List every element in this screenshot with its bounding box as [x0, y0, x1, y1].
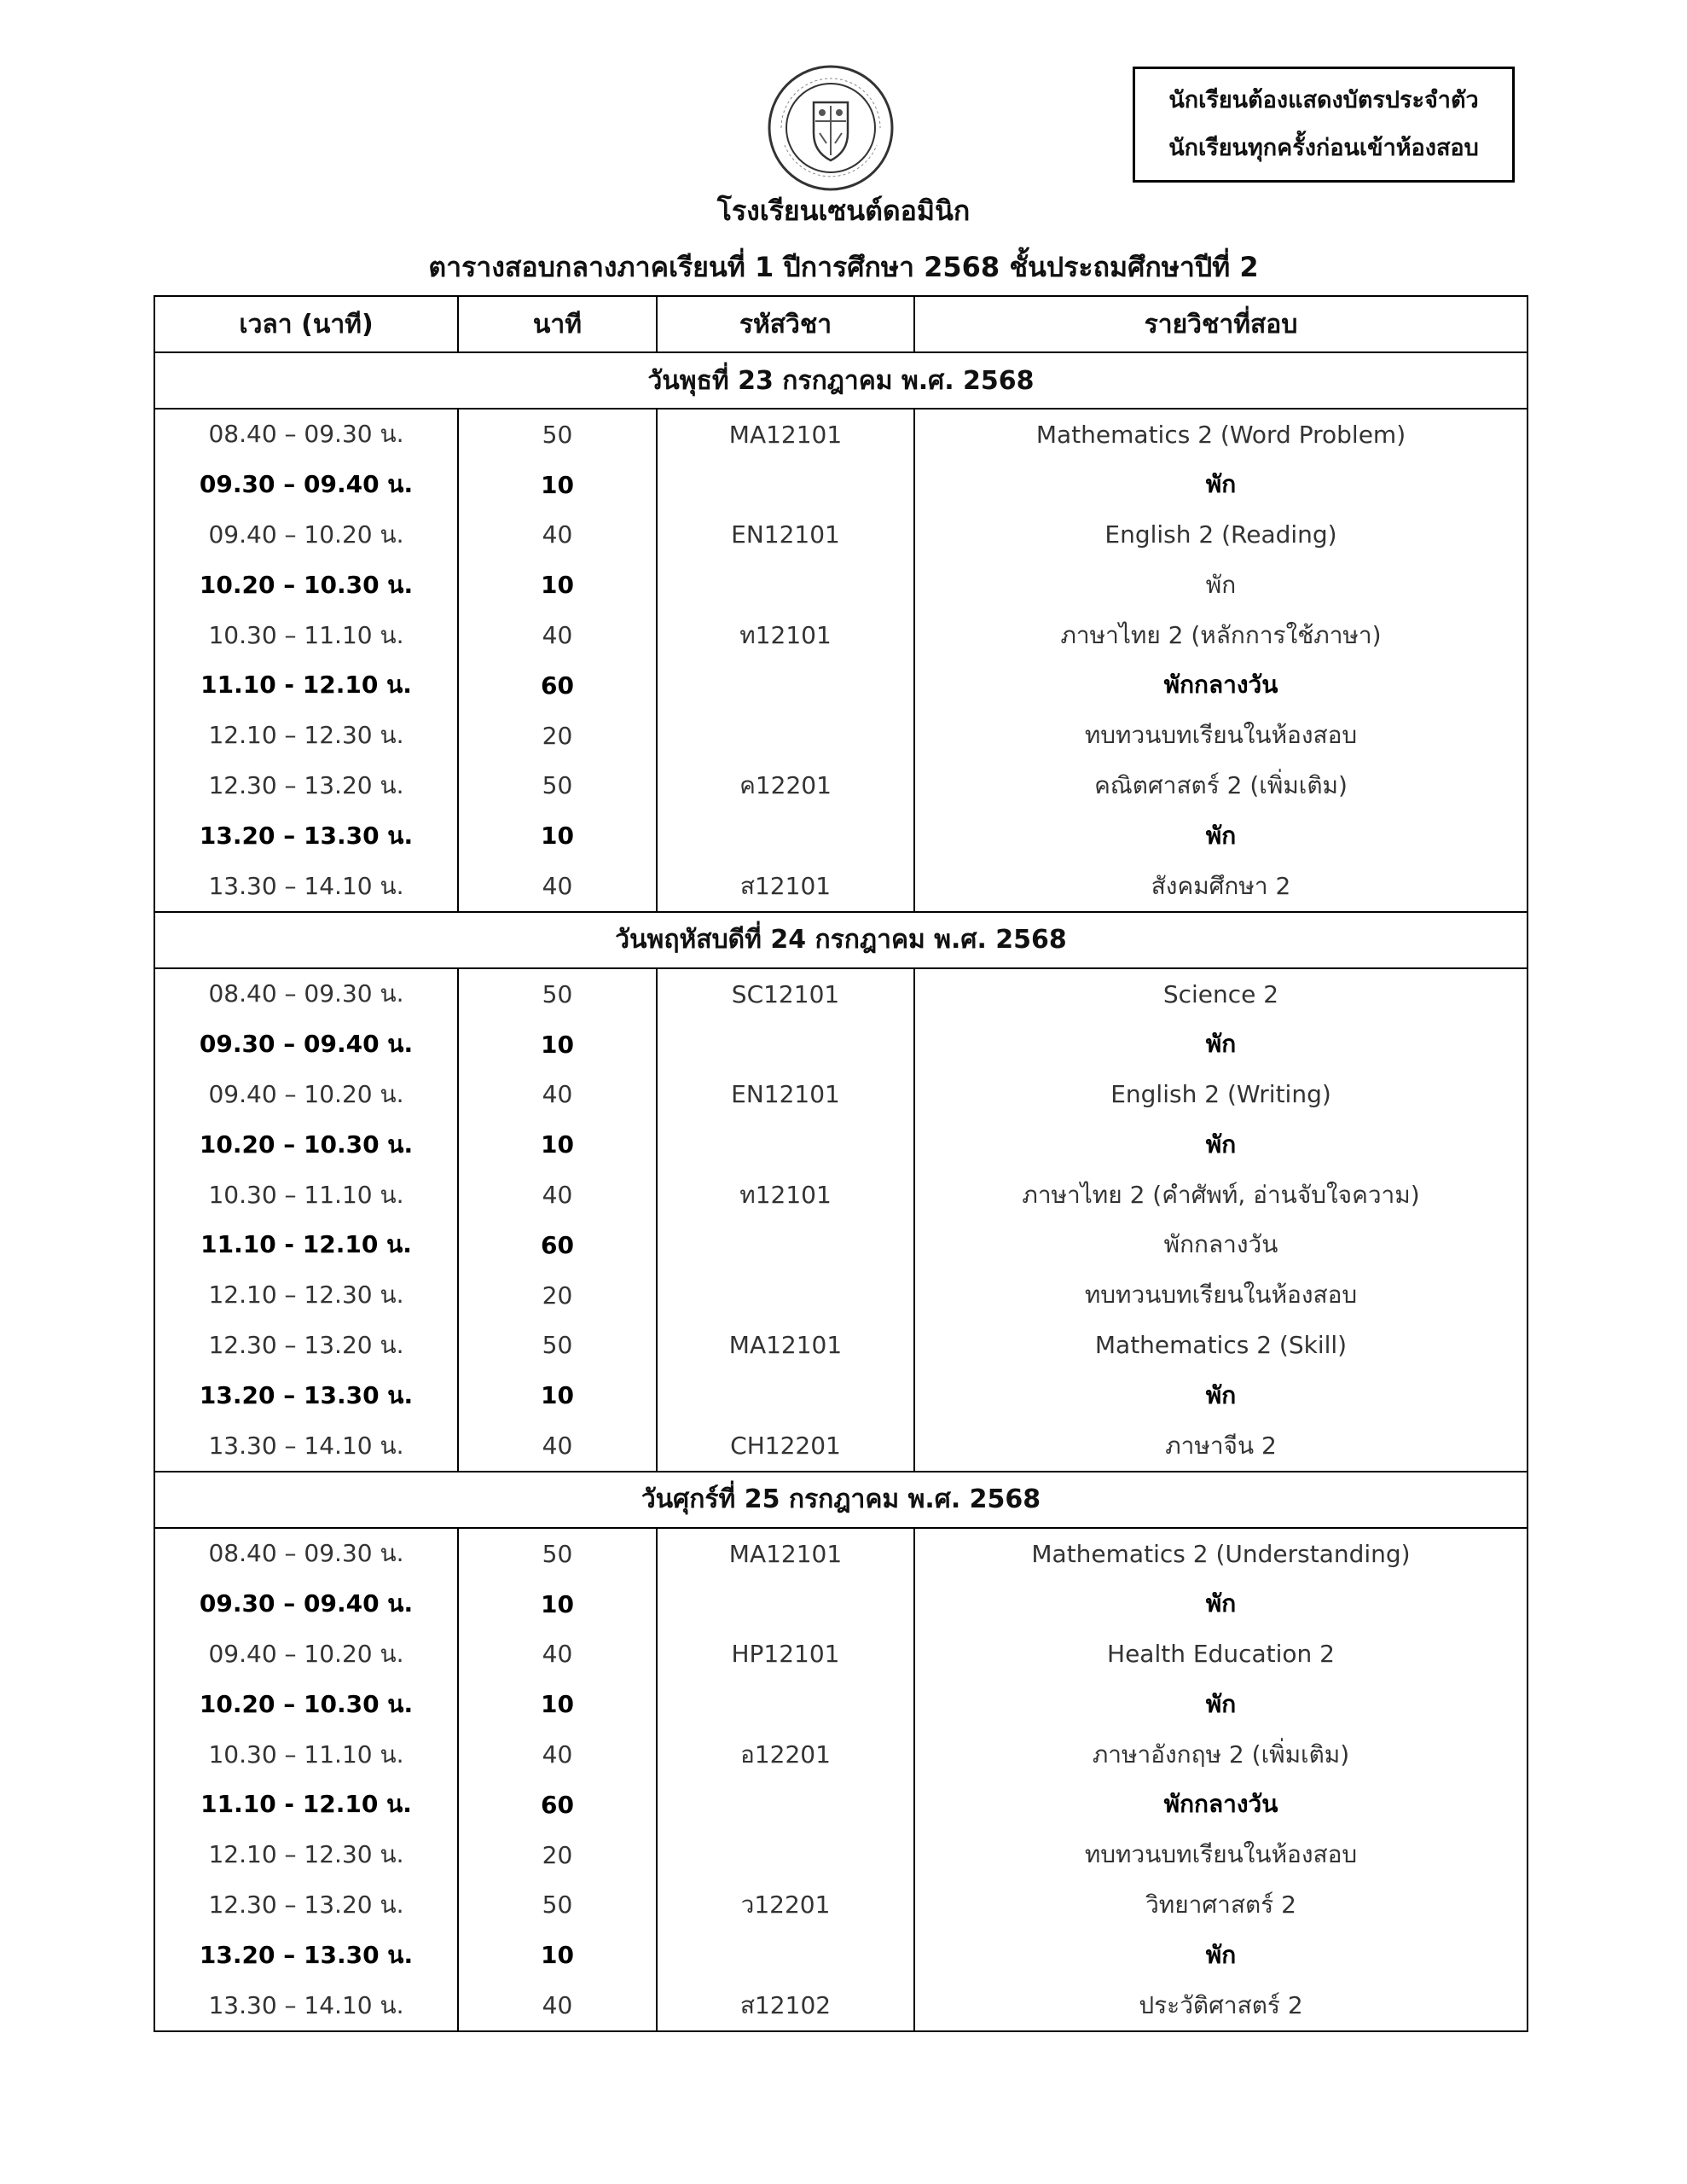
day-header-row	[154, 912, 1528, 968]
time-cell: 09.30 – 09.40 น.	[154, 1579, 458, 1629]
table-row	[154, 1170, 1528, 1220]
minutes-cell: 10	[458, 1119, 657, 1170]
subject-code-cell: ค12201	[657, 761, 914, 811]
subject-name-cell: สังคมศึกษา 2	[914, 861, 1528, 912]
subject-name-cell: ทบทวนบทเรียนในห้องสอบ	[914, 711, 1528, 761]
minutes-cell: 10	[458, 560, 657, 610]
minutes-cell: 20	[458, 1270, 657, 1321]
table-row	[154, 1119, 1528, 1170]
subject-name-cell: ทบทวนบทเรียนในห้องสอบ	[914, 1830, 1528, 1880]
subject-name-cell: พัก	[914, 1370, 1528, 1420]
day-label: วันพฤหัสบดีที่ 24 กรกฎาคม พ.ศ. 2568	[154, 912, 1528, 968]
column-header-minutes: นาที	[458, 296, 657, 352]
table-row	[154, 1220, 1528, 1270]
time-cell: 09.40 – 10.20 น.	[154, 1070, 458, 1120]
table-row	[154, 1070, 1528, 1120]
subject-code-cell	[657, 1220, 914, 1270]
time-cell: 08.40 – 09.30 น.	[154, 409, 458, 460]
table-row	[154, 1420, 1528, 1472]
minutes-cell: 50	[458, 1528, 657, 1579]
minutes-cell: 40	[458, 610, 657, 660]
subject-name-cell: พัก	[914, 1930, 1528, 1980]
minutes-cell: 10	[458, 1019, 657, 1070]
exam-schedule-table	[154, 295, 1528, 2032]
subject-name-cell: พัก	[914, 810, 1528, 861]
time-cell: 10.20 – 10.30 น.	[154, 560, 458, 610]
minutes-cell: 50	[458, 409, 657, 460]
subject-name-cell: Science 2	[914, 968, 1528, 1019]
minutes-cell: 40	[458, 1729, 657, 1780]
subject-name-cell: ภาษาไทย 2 (คำศัพท์, อ่านจับใจความ)	[914, 1170, 1528, 1220]
subject-code-cell: CH12201	[657, 1420, 914, 1472]
time-cell: 12.10 – 12.30 น.	[154, 1270, 458, 1321]
subject-name-cell: ประวัติศาสตร์ 2	[914, 1980, 1528, 2031]
table-row	[154, 1321, 1528, 1371]
subject-name-cell: พักกลางวัน	[914, 1780, 1528, 1830]
subject-code-cell: MA12101	[657, 409, 914, 460]
subject-name-cell: ภาษาไทย 2 (หลักการใช้ภาษา)	[914, 610, 1528, 660]
school-crest-icon	[766, 63, 896, 193]
table-row	[154, 1629, 1528, 1680]
subject-code-cell: SC12101	[657, 968, 914, 1019]
subject-name-cell: พัก	[914, 1579, 1528, 1629]
table-row	[154, 761, 1528, 811]
table-row	[154, 968, 1528, 1019]
minutes-cell: 50	[458, 968, 657, 1019]
minutes-cell: 10	[458, 1579, 657, 1629]
time-cell: 13.30 – 14.10 น.	[154, 861, 458, 912]
notice-line-1: นักเรียนต้องแสดงบัตรประจำตัว	[1168, 87, 1479, 113]
time-cell: 13.30 – 14.10 น.	[154, 1980, 458, 2031]
minutes-cell: 60	[458, 1780, 657, 1830]
subject-name-cell: พัก	[914, 560, 1528, 610]
time-cell: 13.20 – 13.30 น.	[154, 1930, 458, 1980]
subject-code-cell	[657, 1830, 914, 1880]
day-header-row	[154, 1472, 1528, 1528]
time-cell: 08.40 – 09.30 น.	[154, 968, 458, 1019]
minutes-cell: 40	[458, 861, 657, 912]
time-cell: 10.30 – 11.10 น.	[154, 1729, 458, 1780]
table-row	[154, 1579, 1528, 1629]
table-header-row	[154, 296, 1528, 352]
subject-code-cell: ส12101	[657, 861, 914, 912]
minutes-cell: 40	[458, 1170, 657, 1220]
subject-name-cell: วิทยาศาสตร์ 2	[914, 1880, 1528, 1931]
minutes-cell: 50	[458, 1321, 657, 1371]
subject-code-cell: MA12101	[657, 1321, 914, 1371]
table-row	[154, 861, 1528, 912]
subject-code-cell	[657, 660, 914, 711]
minutes-cell: 40	[458, 1629, 657, 1680]
time-cell: 10.20 – 10.30 น.	[154, 1119, 458, 1170]
subject-code-cell	[657, 1780, 914, 1830]
minutes-cell: 60	[458, 660, 657, 711]
minutes-cell: 20	[458, 711, 657, 761]
subject-code-cell: HP12101	[657, 1629, 914, 1680]
minutes-cell: 40	[458, 1070, 657, 1120]
subject-code-cell: ท12101	[657, 1170, 914, 1220]
column-header-code: รหัสวิชา	[657, 296, 914, 352]
table-row	[154, 711, 1528, 761]
column-header-subject: รายวิชาที่สอบ	[914, 296, 1528, 352]
exam-title: ตารางสอบกลางภาคเรียนที่ 1 ปีการศึกษา 2568 ชั้นประถมศึกษาปีที่ 2	[428, 251, 1259, 283]
subject-name-cell: ภาษาอังกฤษ 2 (เพิ่มเติม)	[914, 1729, 1528, 1780]
minutes-cell: 10	[458, 810, 657, 861]
subject-code-cell	[657, 1119, 914, 1170]
table-row	[154, 1930, 1528, 1980]
subject-code-cell: อ12201	[657, 1729, 914, 1780]
minutes-cell: 40	[458, 1980, 657, 2031]
time-cell: 11.10 - 12.10 น.	[154, 1780, 458, 1830]
subject-code-cell	[657, 711, 914, 761]
subject-name-cell: พักกลางวัน	[914, 660, 1528, 711]
time-cell: 12.30 – 13.20 น.	[154, 1321, 458, 1371]
subject-name-cell: พัก	[914, 460, 1528, 510]
table-row	[154, 1679, 1528, 1729]
time-cell: 11.10 - 12.10 น.	[154, 660, 458, 711]
subject-code-cell	[657, 1679, 914, 1729]
day-label: วันพุธที่ 23 กรกฎาคม พ.ศ. 2568	[154, 352, 1528, 409]
column-header-time: เวลา (นาที)	[154, 296, 458, 352]
table-row	[154, 1370, 1528, 1420]
time-cell: 10.30 – 11.10 น.	[154, 1170, 458, 1220]
subject-name-cell: พัก	[914, 1019, 1528, 1070]
table-row	[154, 1980, 1528, 2031]
subject-name-cell: Mathematics 2 (Skill)	[914, 1321, 1528, 1371]
table-row	[154, 1830, 1528, 1880]
time-cell: 13.20 – 13.30 น.	[154, 810, 458, 861]
table-row	[154, 660, 1528, 711]
subject-code-cell	[657, 460, 914, 510]
subject-name-cell: คณิตศาสตร์ 2 (เพิ่มเติม)	[914, 761, 1528, 811]
minutes-cell: 50	[458, 1880, 657, 1931]
subject-name-cell: Health Education 2	[914, 1629, 1528, 1680]
subject-code-cell	[657, 1270, 914, 1321]
minutes-cell: 10	[458, 1930, 657, 1980]
subject-code-cell	[657, 1370, 914, 1420]
time-cell: 09.30 – 09.40 น.	[154, 1019, 458, 1070]
minutes-cell: 40	[458, 510, 657, 561]
subject-code-cell: EN12101	[657, 1070, 914, 1120]
time-cell: 10.30 – 11.10 น.	[154, 610, 458, 660]
time-cell: 11.10 - 12.10 น.	[154, 1220, 458, 1270]
time-cell: 13.20 – 13.30 น.	[154, 1370, 458, 1420]
subject-name-cell: ภาษาจีน 2	[914, 1420, 1528, 1472]
time-cell: 12.30 – 13.20 น.	[154, 1880, 458, 1931]
subject-name-cell: ทบทวนบทเรียนในห้องสอบ	[914, 1270, 1528, 1321]
subject-code-cell: ส12102	[657, 1980, 914, 2031]
table-row	[154, 560, 1528, 610]
time-cell: 09.30 – 09.40 น.	[154, 460, 458, 510]
table-row	[154, 1880, 1528, 1931]
minutes-cell: 40	[458, 1420, 657, 1472]
subject-name-cell: Mathematics 2 (Understanding)	[914, 1528, 1528, 1579]
day-label: วันศุกร์ที่ 25 กรกฎาคม พ.ศ. 2568	[154, 1472, 1528, 1528]
time-cell: 09.40 – 10.20 น.	[154, 510, 458, 561]
time-cell: 08.40 – 09.30 น.	[154, 1528, 458, 1579]
subject-name-cell: Mathematics 2 (Word Problem)	[914, 409, 1528, 460]
subject-code-cell: MA12101	[657, 1528, 914, 1579]
subject-code-cell	[657, 1019, 914, 1070]
table-row	[154, 409, 1528, 460]
subject-name-cell: พัก	[914, 1679, 1528, 1729]
subject-code-cell	[657, 810, 914, 861]
table-row	[154, 1729, 1528, 1780]
subject-code-cell	[657, 1579, 914, 1629]
time-cell: 12.30 – 13.20 น.	[154, 761, 458, 811]
table-row	[154, 1270, 1528, 1321]
table-row	[154, 1019, 1528, 1070]
subject-name-cell: พัก	[914, 1119, 1528, 1170]
subject-code-cell	[657, 560, 914, 610]
minutes-cell: 10	[458, 1679, 657, 1729]
subject-code-cell: ว12201	[657, 1880, 914, 1931]
school-name: โรงเรียนเซนต์ดอมินิก	[716, 195, 971, 227]
subject-code-cell: ท12101	[657, 610, 914, 660]
time-cell: 10.20 – 10.30 น.	[154, 1679, 458, 1729]
table-row	[154, 810, 1528, 861]
table-row	[154, 510, 1528, 561]
subject-name-cell: English 2 (Writing)	[914, 1070, 1528, 1120]
subject-code-cell: EN12101	[657, 510, 914, 561]
minutes-cell: 50	[458, 761, 657, 811]
notice-line-2: นักเรียนทุกครั้งก่อนเข้าห้องสอบ	[1168, 135, 1479, 161]
subject-name-cell: พักกลางวัน	[914, 1220, 1528, 1270]
table-row	[154, 1780, 1528, 1830]
time-cell: 12.10 – 12.30 น.	[154, 711, 458, 761]
time-cell: 13.30 – 14.10 น.	[154, 1420, 458, 1472]
time-cell: 12.10 – 12.30 น.	[154, 1830, 458, 1880]
subject-name-cell: English 2 (Reading)	[914, 510, 1528, 561]
subject-code-cell	[657, 1930, 914, 1980]
minutes-cell: 10	[458, 1370, 657, 1420]
minutes-cell: 10	[458, 460, 657, 510]
table-row	[154, 1528, 1528, 1579]
table-row	[154, 610, 1528, 660]
table-row	[154, 460, 1528, 510]
id-card-notice	[1133, 67, 1515, 183]
day-header-row	[154, 352, 1528, 409]
time-cell: 09.40 – 10.20 น.	[154, 1629, 458, 1680]
minutes-cell: 20	[458, 1830, 657, 1880]
minutes-cell: 60	[458, 1220, 657, 1270]
